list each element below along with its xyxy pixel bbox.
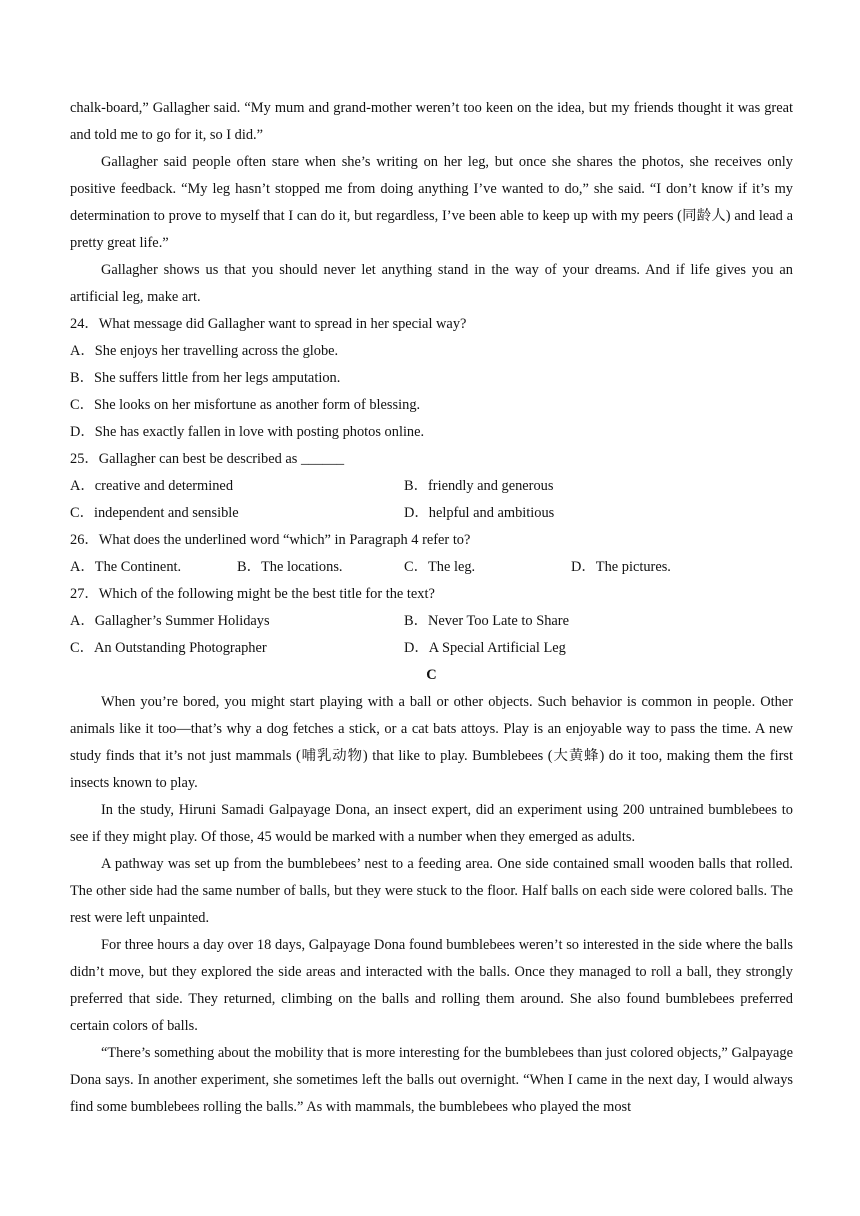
option-d: D．helpful and ambitious	[404, 505, 555, 521]
option-b: B．The locations.	[237, 559, 343, 575]
option-a: A．Gallagher’s Summer Holidays	[70, 613, 270, 629]
option-d: D．A Special Artificial Leg	[404, 640, 566, 656]
option-c: C．independent and sensible	[70, 505, 239, 521]
passage-b-paragraph-2: Gallagher said people often stare when she’s writing on her leg, but once she shares the photos, she receives only positive feedback. “My leg hasn’t stopped me from doing anything I’ve wanted to do,” she said. “I don’t know if it’s my determination to prove to myself that I can do it, but regardless, I’ve been able to keep up with my peers (同龄人) and lead a pretty great life.”	[70, 154, 793, 251]
question-24	[70, 311, 793, 446]
passage-c-paragraph-1: When you’re bored, you might start playing with a ball or other objects. Such behavior is common in people. Other animals like it too—that’s why a dog fetches a stick, or a cat bats attoys. Play is an enjoyable way to pass the time. A new study finds that it’s not just mammals (哺乳动物) that like to play. Bumblebees (大黄蜂) do it too, making them the first insects known to play.	[70, 694, 793, 791]
option-d: D．She has exactly fallen in love with posting photos online.	[70, 424, 425, 440]
passage-b-paragraph-continued: chalk-board,” Gallagher said. “My mum and grand-mother weren’t too keen on the idea, but my friends thought it was great and told me to go for it, so I did.”	[70, 100, 793, 143]
option-c: C．She looks on her misfortune as another form of blessing.	[70, 397, 421, 413]
option-b: B．She suffers little from her legs amputation.	[70, 370, 341, 386]
option-b: B．friendly and generous	[404, 478, 554, 494]
option-a: A．She enjoys her travelling across the globe.	[70, 343, 339, 359]
option-c: C．An Outstanding Photographer	[70, 640, 267, 656]
question-stem: 24．What message did Gallagher want to spread in her special way?	[70, 316, 467, 332]
option-b: B．Never Too Late to Share	[404, 613, 569, 629]
passage-c-paragraph-3: A pathway was set up from the bumblebees’ nest to a feeding area. One side contained small wooden balls that rolled. The other side had the same number of balls, but they were stuck to the floor. Half balls on each side were colored balls. The rest were left unpainted.	[70, 856, 793, 926]
question-25	[70, 446, 793, 527]
question-26	[70, 527, 793, 581]
options-row	[70, 608, 793, 635]
question-stem: 27．Which of the following might be the best title for the text?	[70, 586, 435, 602]
question-stem: 25．Gallagher can best be described as ______	[70, 451, 345, 467]
question-27	[70, 581, 793, 662]
passage-c-paragraph-4: For three hours a day over 18 days, Galpayage Dona found bumblebees weren’t so interested in the side where the balls didn’t move, but they explored the side areas and interacted with the balls. Once they managed to roll a ball, they strongly preferred that side. They returned, climbing on the balls and rolling them around. She also found bumblebees preferred certain colors of balls.	[70, 937, 793, 1034]
options-row	[70, 554, 793, 581]
options-row	[70, 473, 793, 500]
passage-b-paragraph-3: Gallagher shows us that you should never let anything stand in the way of your dreams. And if life gives you an artificial leg, make art.	[70, 262, 793, 305]
passage-c-paragraph-2: In the study, Hiruni Samadi Galpayage Dona, an insect expert, did an experiment using 200 untrained bumblebees to see if they might play. Of those, 45 would be marked with a number when they emerged as adults.	[70, 802, 793, 845]
passage-c-paragraph-5: “There’s something about the mobility that is more interesting for the bumblebees than just colored objects,” Galpayage Dona says. In another experiment, she sometimes left the balls out overnight. “When I came in the next day, I would always find some bumblebees rolling the balls.” As with mammals, the bumblebees who played the most	[70, 1045, 793, 1115]
document-page	[70, 95, 793, 1121]
option-a: A．creative and determined	[70, 478, 234, 494]
options-row	[70, 500, 793, 527]
option-c: C．The leg.	[404, 559, 476, 575]
option-d: D．The pictures.	[571, 559, 671, 575]
section-heading: C	[426, 667, 437, 683]
options-row	[70, 635, 793, 662]
option-a: A．The Continent.	[70, 559, 182, 575]
question-stem: 26．What does the underlined word “which” in Paragraph 4 refer to?	[70, 532, 471, 548]
